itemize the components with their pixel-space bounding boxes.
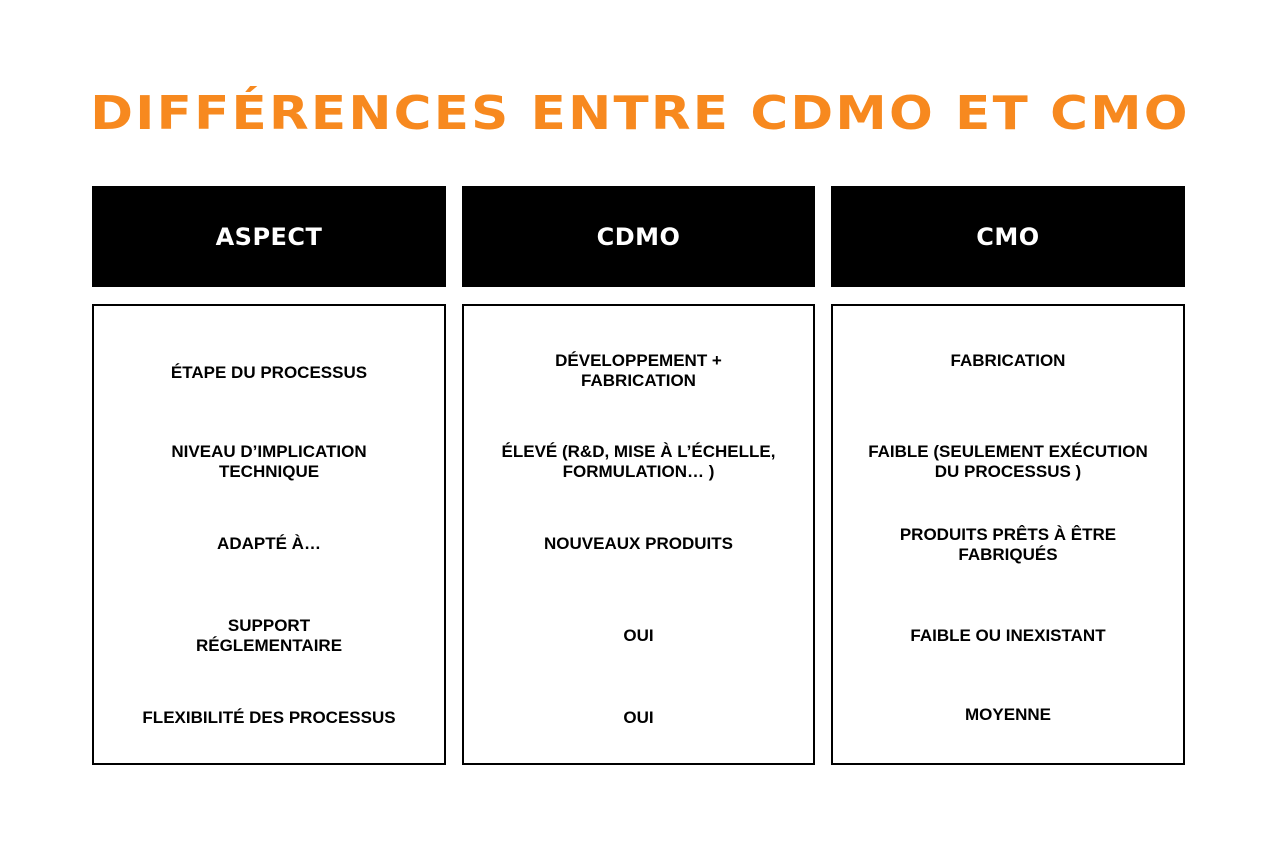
column-header-aspect: ASPECT	[92, 186, 446, 287]
table-cell: OUI	[623, 626, 654, 645]
table-cell: FLEXIBILITÉ DES PROCESSUS	[142, 708, 396, 727]
table-cell: FABRICATION	[950, 351, 1066, 370]
table-cell: OUI	[623, 708, 654, 727]
table-cell: FAIBLE OU INEXISTANT	[910, 626, 1106, 645]
column-header-cdmo: CDMO	[462, 186, 815, 287]
table-cell: NOUVEAUX PRODUITS	[544, 534, 733, 553]
column-header-cmo: CMO	[831, 186, 1185, 287]
table-cell: SUPPORT RÉGLEMENTAIRE	[195, 616, 343, 655]
table-cell: ADAPTÉ À…	[217, 534, 321, 553]
table-cell: DÉVELOPPEMENT + FABRICATION	[555, 351, 722, 390]
table-cell: FAIBLE (SEULEMENT EXÉCUTION DU PROCESSUS )	[868, 442, 1148, 481]
column-body-aspect	[92, 304, 446, 765]
table-cell: ÉLEVÉ (R&D, MISE À L’ÉCHELLE, FORMULATION… )	[501, 442, 776, 481]
column-body-cdmo	[462, 304, 815, 765]
column-body-cmo	[831, 304, 1185, 765]
table-cell: NIVEAU D’IMPLICATION TECHNIQUE	[171, 442, 367, 481]
table-cell: ÉTAPE DU PROCESSUS	[170, 363, 368, 382]
page-title: DIFFÉRENCES ENTRE CDMO ET CMO	[90, 86, 1190, 140]
table-cell: MOYENNE	[965, 705, 1051, 724]
table-cell: PRODUITS PRÊTS À ÊTRE FABRIQUÉS	[899, 525, 1117, 564]
